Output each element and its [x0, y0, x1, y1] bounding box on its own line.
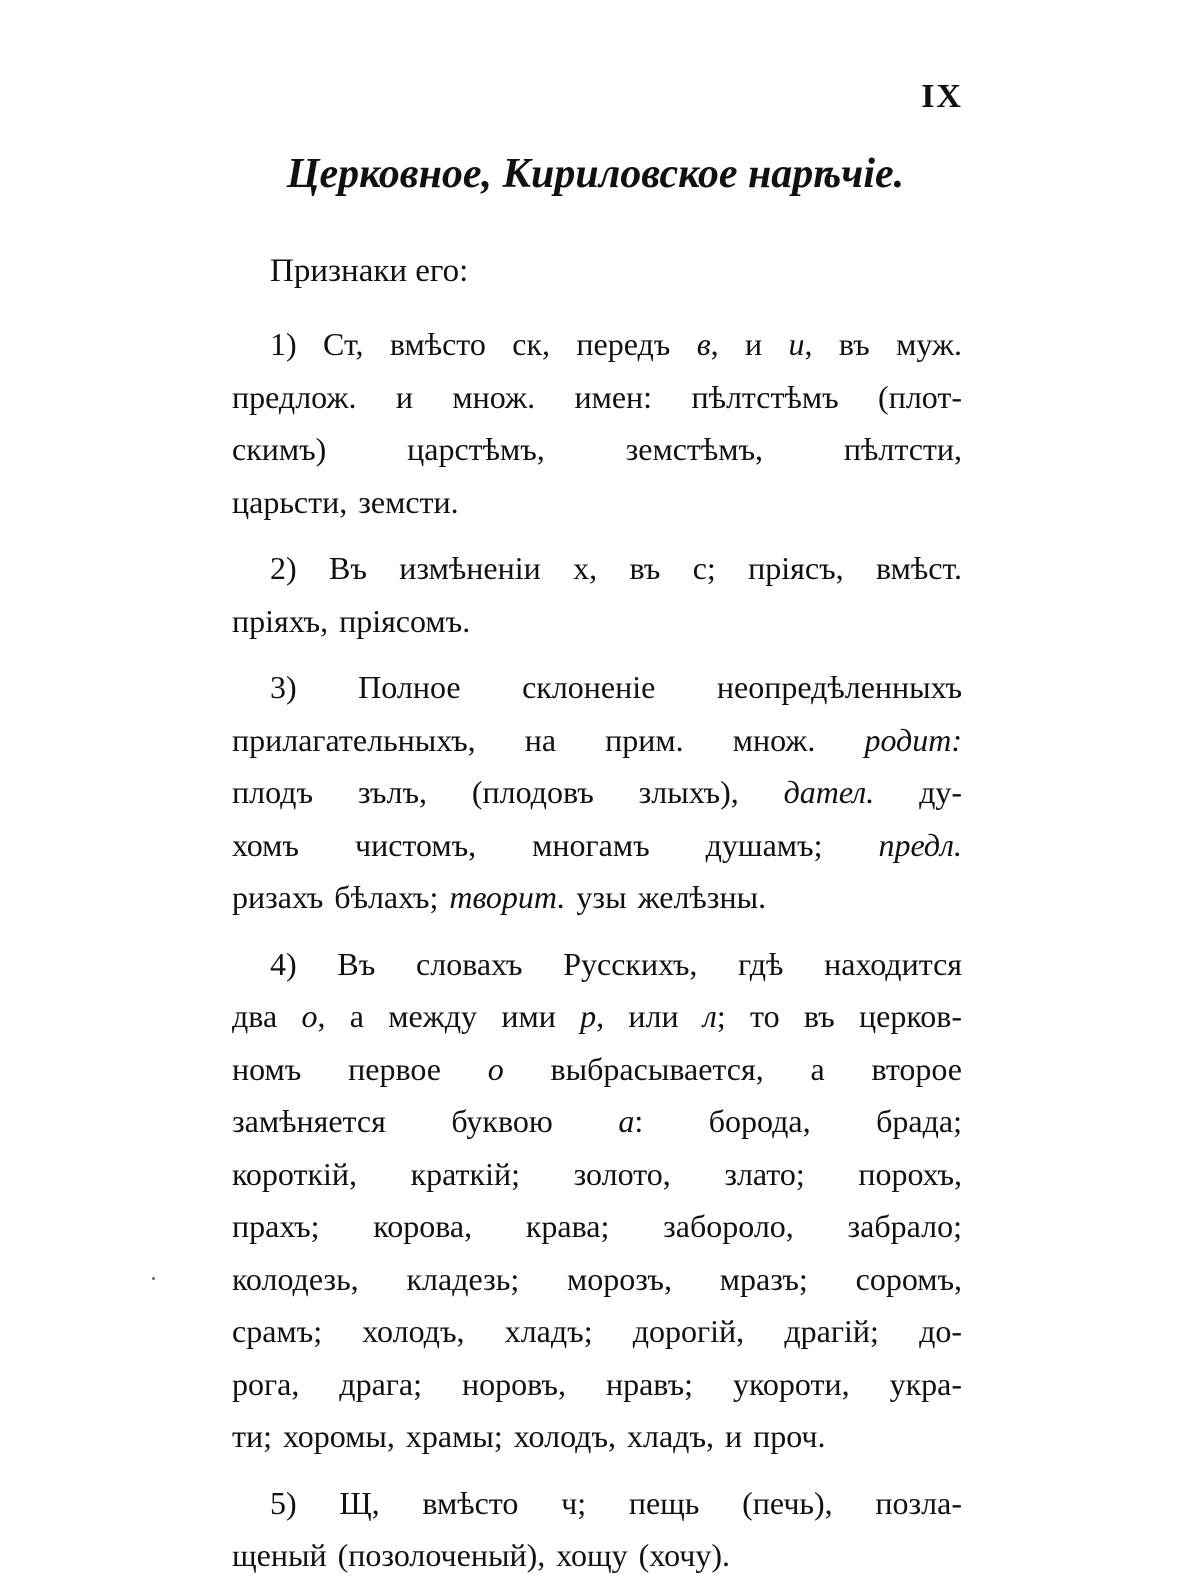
text-line: [232, 1477, 962, 1530]
text-segment: плодъ зълъ, (плодовъ злыхъ),: [232, 774, 784, 810]
text-segment: номъ первое: [232, 1050, 488, 1087]
text-line: [232, 1095, 962, 1148]
text-line: [232, 1410, 962, 1463]
text-segment: , въ муж.: [804, 326, 963, 362]
italic-segment: дател.: [783, 774, 875, 810]
numbered-section-5: [232, 1477, 962, 1582]
text-line: [232, 542, 962, 595]
page-body: [232, 246, 962, 1596]
text-segment: прахъ; корова, крава; забороло, забрало;: [232, 1208, 962, 1244]
intro-line: Признаки его:: [270, 253, 469, 289]
italic-segment: о: [487, 1050, 504, 1087]
text-segment: царьсти, земсти.: [232, 483, 459, 520]
text-segment: хомъ чистомъ, многамъ душамъ;: [232, 826, 879, 863]
text-line: [232, 476, 962, 529]
text-line: [232, 1529, 962, 1582]
text-line: [232, 871, 962, 924]
text-segment: скимъ) царстѣмъ, земстѣмъ, пѣлтсти,: [232, 431, 962, 467]
numbered-section-2: [232, 542, 962, 647]
text-segment: ; то въ церков-: [716, 998, 963, 1034]
page-number: IX: [921, 78, 963, 115]
sections-list: [232, 318, 962, 1582]
text-segment: ти; хоромы, храмы; холодъ, хладъ, и проч.: [232, 1418, 826, 1454]
text-segment: пріяхъ, пріясомъ.: [232, 602, 471, 639]
text-line: [232, 1253, 962, 1306]
text-line: [232, 318, 962, 371]
text-segment: ду-: [874, 774, 963, 810]
text-line: [232, 1305, 962, 1358]
numbered-section-3: [232, 661, 962, 924]
text-segment: замѣняется буквою: [232, 1103, 619, 1139]
text-segment: 3) Полное склоненіе неопредѣленныхъ: [270, 669, 962, 705]
text-segment: ризахъ бѣлахъ;: [232, 879, 450, 915]
italic-segment: в: [696, 326, 711, 362]
text-segment: два: [232, 998, 302, 1034]
text-line: [232, 661, 962, 714]
italic-segment: а: [618, 1103, 635, 1139]
text-segment: 4) Въ словахъ Русскихъ, гдѣ находится: [270, 945, 962, 982]
text-segment: , или: [596, 998, 703, 1034]
italic-segment: родит:: [864, 721, 962, 758]
text-line: [232, 1358, 962, 1411]
text-line: [232, 595, 962, 648]
text-segment: , а между ими: [317, 998, 581, 1034]
text-line: [232, 766, 962, 819]
print-speck: [152, 1277, 155, 1280]
italic-segment: л: [702, 998, 717, 1034]
text-segment: прилагательныхъ, на прим. множ.: [232, 721, 865, 758]
text-line: [232, 990, 962, 1043]
numbered-section-4: [232, 938, 962, 1463]
text-line: [232, 1148, 962, 1201]
text-segment: колодезь, кладезь; морозъ, мразъ; соромъ,: [232, 1260, 962, 1297]
text-segment: предлож. и множ. имен: пѣлтстѣмъ (плот-: [232, 378, 962, 415]
italic-segment: и: [788, 326, 805, 362]
text-line: [232, 1200, 962, 1253]
text-segment: : борода, брада;: [634, 1103, 962, 1139]
italic-segment: о: [301, 998, 318, 1034]
text-segment: щеный (позолоченый), хощу (хочу).: [232, 1537, 731, 1573]
text-line: [232, 423, 962, 476]
italic-segment: р: [580, 998, 597, 1034]
numbered-section-1: [232, 318, 962, 528]
text-segment: 1) Ст, вмѣсто ск, передъ: [270, 326, 697, 362]
text-segment: 5) Щ, вмѣсто ч; пещь (печь), позла-: [270, 1484, 962, 1521]
italic-segment: предл.: [878, 826, 962, 863]
text-line: [232, 371, 962, 424]
text-line: [232, 1043, 962, 1096]
text-line: [232, 714, 962, 767]
text-line: [232, 938, 962, 991]
text-segment: , и: [710, 326, 789, 362]
text-segment: узы желѣзны.: [565, 879, 767, 915]
text-segment: 2) Въ измѣненіи х, въ с; пріясъ, вмѣст.: [270, 550, 962, 586]
section-heading: Церковное, Кириловское нарѣчіе.: [286, 151, 905, 197]
italic-segment: творит.: [449, 879, 566, 915]
text-segment: срамъ; холодъ, хладъ; дорогій, драгій; до-: [232, 1313, 962, 1349]
text-segment: выбрасывается, а второе: [503, 1050, 963, 1087]
text-segment: короткій, краткій; золото, злато; порохъ,: [232, 1155, 962, 1192]
text-segment: рога, драга; норовъ, нравъ; укороти, укра-: [232, 1365, 962, 1402]
text-line: [232, 819, 962, 872]
